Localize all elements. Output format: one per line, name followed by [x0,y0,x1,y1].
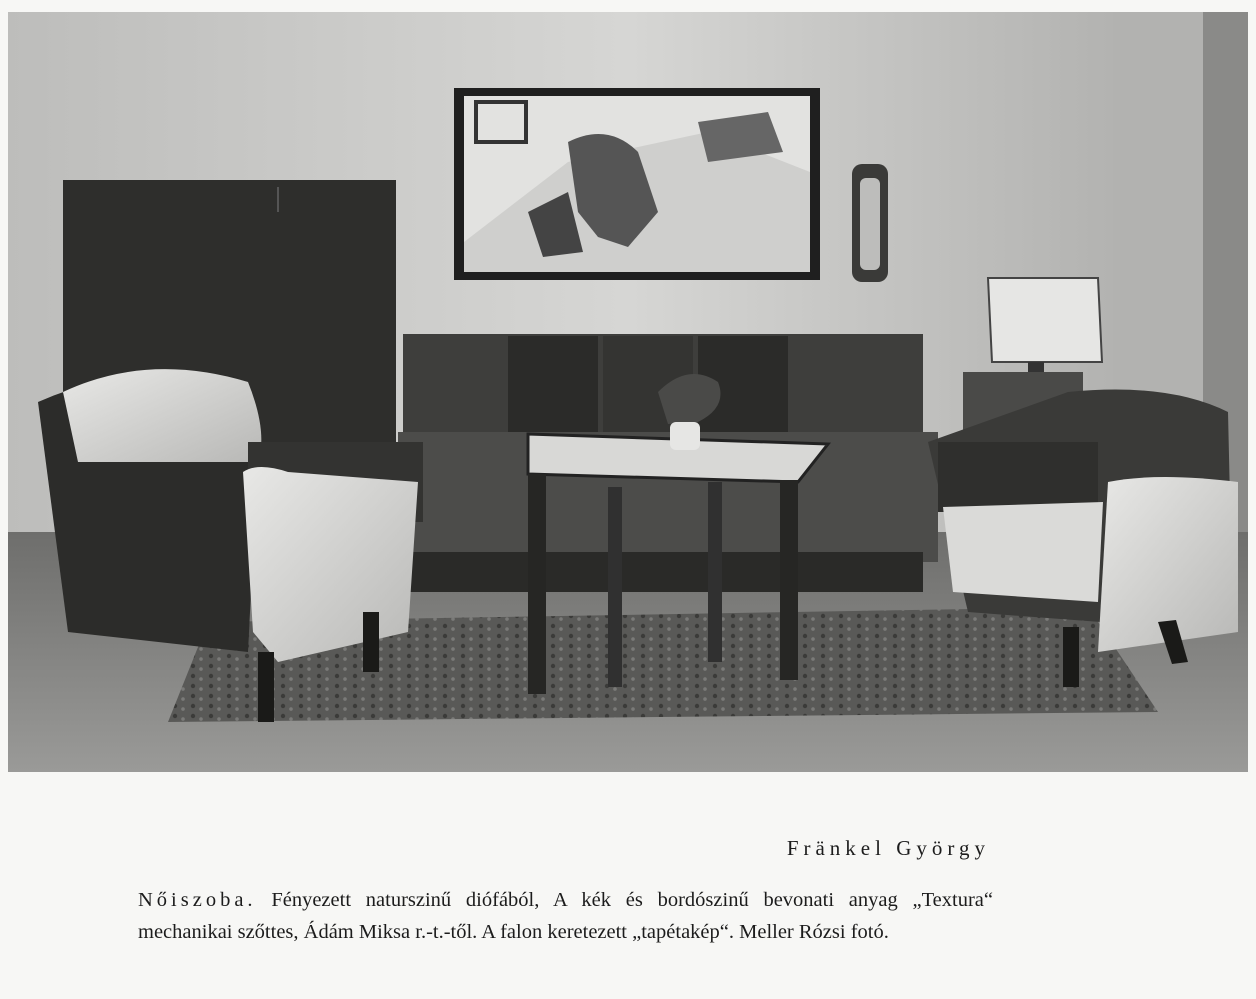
interior-photo [8,12,1248,772]
framed-wallpaper-picture [454,88,820,280]
caption-body: Fényezett naturszinű diófából, A kék és bordószinű bevonati anyag „Textura“ mechanikai szőttes, Ádám Miksa r.-t.-től. A falon keretezett „tapétakép“. Meller Rózsi fotó. [138,889,994,943]
photo-caption [138,884,993,948]
caption-paragraph [138,884,993,948]
caption-lead: Nőiszoba. [138,889,257,911]
author-credit: Fränkel György [786,836,990,860]
